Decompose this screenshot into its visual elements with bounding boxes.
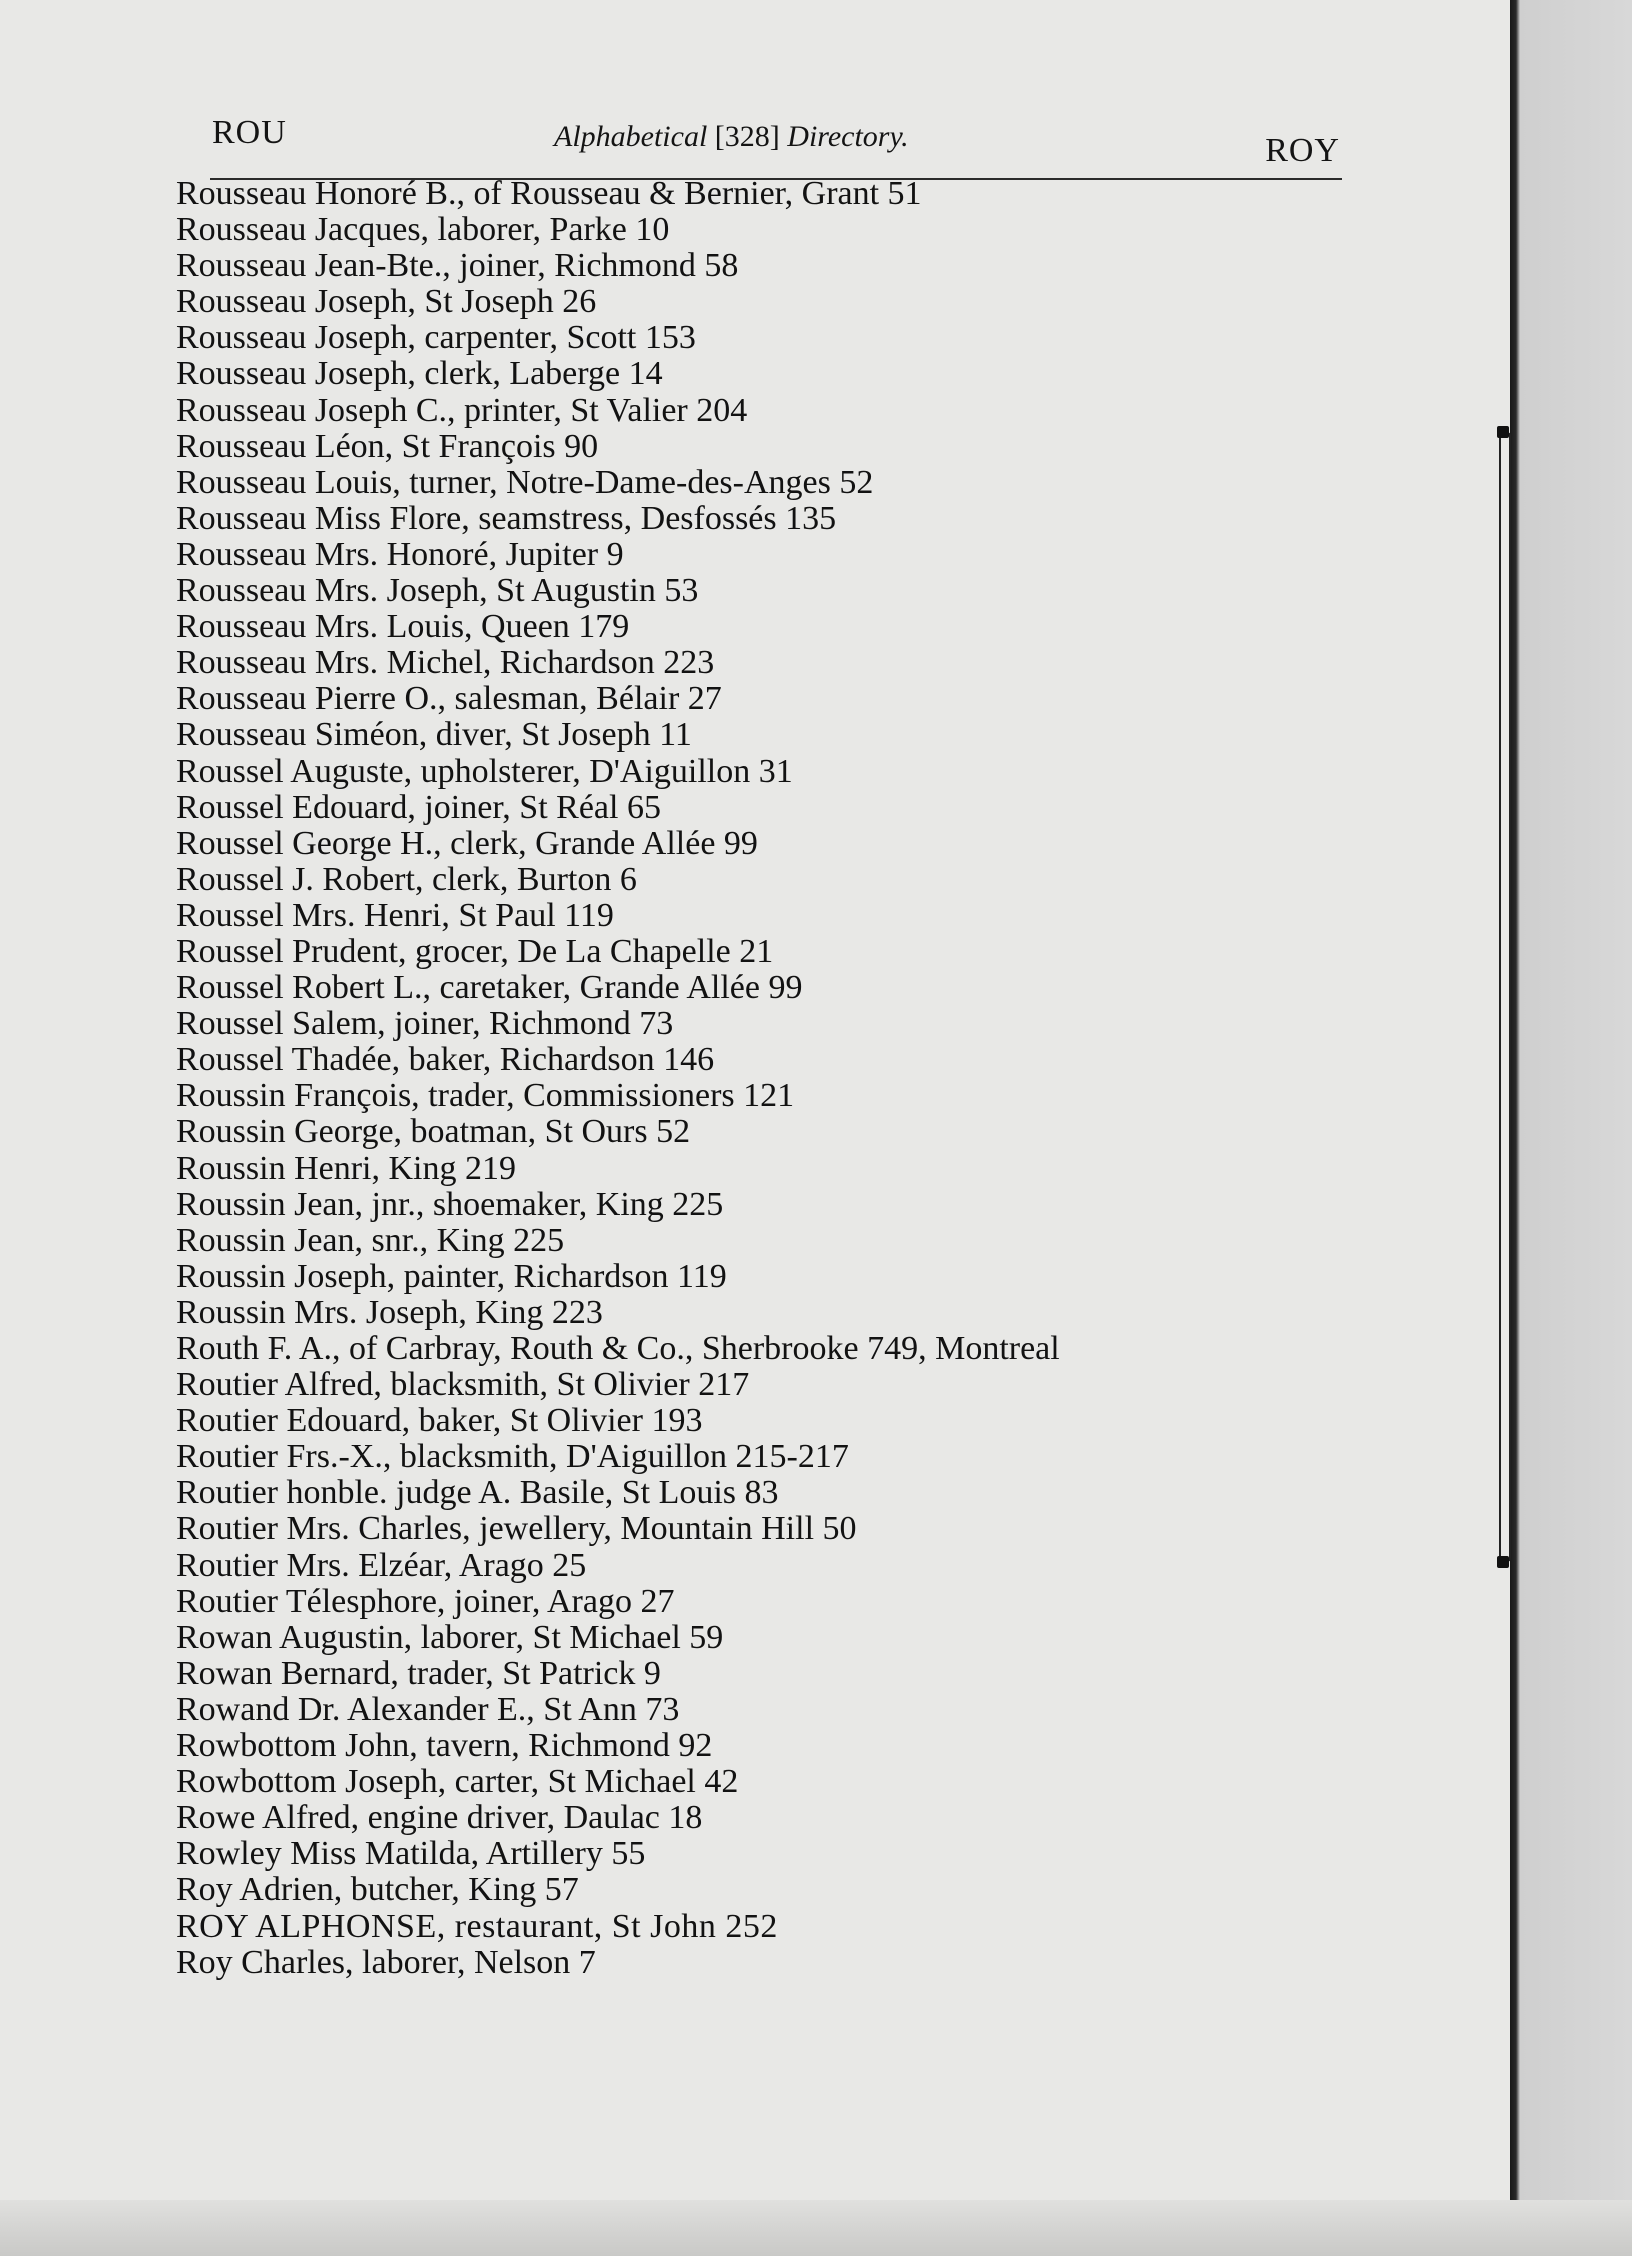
directory-entry: Rowand Dr. Alexander E., St Ann 73 bbox=[176, 1690, 680, 1728]
header-title bbox=[554, 120, 909, 154]
directory-entry: Rousseau Jacques, laborer, Parke 10 bbox=[176, 211, 670, 249]
directory-entry: Roy Adrien, butcher, King 57 bbox=[176, 1871, 579, 1909]
binding-cord bbox=[1499, 432, 1511, 1562]
directory-entry: Routh F. A., of Carbray, Routh & Co., Sherbrooke 749, Montreal bbox=[176, 1330, 1060, 1367]
directory-entry: Roy Charles, laborer, Nelson 7 bbox=[176, 1943, 596, 1981]
directory-entry: Roussel Salem, joiner, Richmond 73 bbox=[176, 1005, 674, 1043]
directory-entry: Rowan Bernard, trader, St Patrick 9 bbox=[176, 1654, 661, 1692]
directory-entry: Rousseau Mrs. Louis, Queen 179 bbox=[176, 608, 630, 646]
directory-entry: Rousseau Miss Flore, seamstress, Desfossés 135 bbox=[176, 499, 837, 537]
directory-entry: Rousseau Mrs. Joseph, St Augustin 53 bbox=[176, 572, 699, 610]
directory-entry: Rowe Alfred, engine driver, Daulac 18 bbox=[176, 1799, 703, 1837]
directory-entry: Rousseau Joseph, clerk, Laberge 14 bbox=[176, 355, 663, 393]
header-title-pre: Alphabetical bbox=[554, 120, 715, 153]
directory-entry: Roussel Mrs. Henri, St Paul 119 bbox=[176, 896, 614, 934]
directory-entry: Roussel Auguste, upholsterer, D'Aiguillon 31 bbox=[176, 752, 793, 790]
directory-entry: Roussin George, boatman, St Ours 52 bbox=[176, 1113, 691, 1151]
header-left-guide: ROU bbox=[212, 114, 287, 151]
directory-entry: Routier honble. judge A. Basile, St Louis 83 bbox=[176, 1474, 779, 1512]
directory-entry: Rousseau Léon, St François 90 bbox=[176, 427, 599, 465]
directory-entry: Rousseau Mrs. Honoré, Jupiter 9 bbox=[176, 535, 624, 573]
directory-entries bbox=[176, 176, 1336, 1981]
page-header bbox=[210, 112, 1342, 180]
header-title-post: Directory. bbox=[779, 120, 909, 153]
directory-entry: Roussin Henri, King 219 bbox=[176, 1149, 516, 1187]
directory-entry: Rousseau Jean-Bte., joiner, Richmond 58 bbox=[176, 247, 739, 285]
binding-knot-bottom bbox=[1497, 1556, 1509, 1568]
directory-entry: Rousseau Mrs. Michel, Richardson 223 bbox=[176, 644, 715, 682]
directory-entry: Rousseau Louis, turner, Notre-Dame-des-Anges 52 bbox=[176, 463, 874, 501]
directory-entry: Rowbottom Joseph, carter, St Michael 42 bbox=[176, 1763, 739, 1801]
directory-entry: Rowbottom John, tavern, Richmond 92 bbox=[176, 1727, 713, 1765]
book-spine bbox=[1510, 0, 1632, 2256]
directory-entry: Routier Mrs. Elzéar, Arago 25 bbox=[176, 1546, 587, 1584]
directory-entry: Roussel Thadée, baker, Richardson 146 bbox=[176, 1041, 715, 1079]
directory-entry: Rousseau Joseph, carpenter, Scott 153 bbox=[176, 319, 696, 357]
directory-entry: Roussel Prudent, grocer, De La Chapelle 21 bbox=[176, 932, 774, 970]
directory-entry: Routier Frs.-X., blacksmith, D'Aiguillon 215-217 bbox=[176, 1438, 849, 1476]
directory-entry: Roussin Jean, snr., King 225 bbox=[176, 1221, 565, 1259]
directory-entry: Roussel George H., clerk, Grande Allée 99 bbox=[176, 824, 758, 862]
directory-entry: Rousseau Pierre O., salesman, Bélair 27 bbox=[176, 680, 722, 718]
directory-entry: Roussin Jean, jnr., shoemaker, King 225 bbox=[176, 1185, 724, 1223]
directory-entry: Roussel Robert L., caretaker, Grande Allée 99 bbox=[176, 969, 803, 1007]
directory-entry: Roussin Mrs. Joseph, King 223 bbox=[176, 1293, 603, 1331]
page-number: [328] bbox=[714, 120, 780, 153]
directory-entry: Routier Edouard, baker, St Olivier 193 bbox=[176, 1402, 703, 1440]
directory-entry: Rowley Miss Matilda, Artillery 55 bbox=[176, 1835, 646, 1873]
directory-entry: Roussin François, trader, Commissioners 121 bbox=[176, 1077, 795, 1115]
directory-entry: Rousseau Honoré B., of Rousseau & Bernier, Grant 51 bbox=[176, 175, 922, 212]
directory-entry: Routier Alfred, blacksmith, St Olivier 217 bbox=[176, 1366, 750, 1404]
directory-entry: Roussin Joseph, painter, Richardson 119 bbox=[176, 1257, 727, 1295]
directory-entry: Rousseau Joseph C., printer, St Valier 204 bbox=[176, 391, 748, 429]
page-bottom-edge bbox=[0, 2200, 1632, 2256]
binding-knot-top bbox=[1497, 426, 1509, 438]
directory-entry: Routier Télesphore, joiner, Arago 27 bbox=[176, 1582, 675, 1620]
directory-entry: Roussel Edouard, joiner, St Réal 65 bbox=[176, 788, 661, 826]
directory-entry: Routier Mrs. Charles, jewellery, Mountain Hill 50 bbox=[176, 1510, 857, 1548]
directory-entry: Rousseau Joseph, St Joseph 26 bbox=[176, 283, 597, 321]
directory-entry: ROY ALPHONSE, restaurant, St John 252 bbox=[176, 1907, 778, 1945]
directory-entry: Rowan Augustin, laborer, St Michael 59 bbox=[176, 1618, 724, 1656]
directory-entry: Roussel J. Robert, clerk, Burton 6 bbox=[176, 860, 637, 898]
header-right-guide: ROY bbox=[1265, 132, 1340, 169]
directory-entry: Rousseau Siméon, diver, St Joseph 11 bbox=[176, 716, 692, 754]
